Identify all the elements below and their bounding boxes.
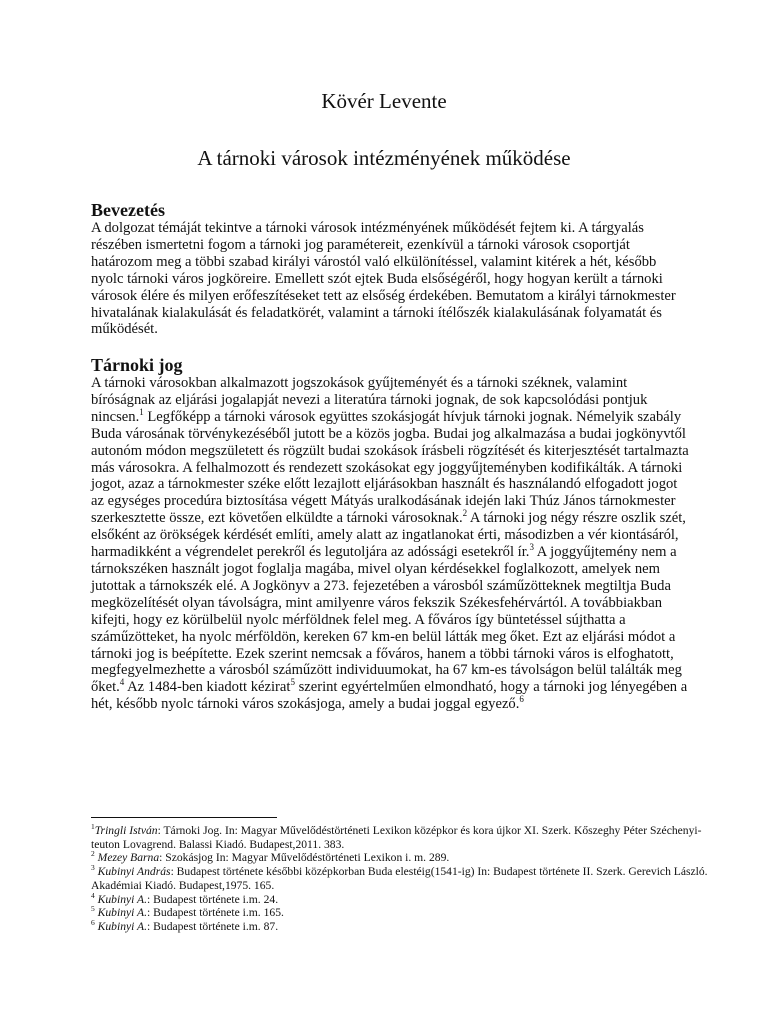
footnote-ref[interactable]: 3: [529, 542, 534, 553]
footnote-ref[interactable]: 1: [139, 406, 144, 417]
text-segment: A joggyűjtemény nem a tárnokszéken használt jogot foglalja magába, mivel olyan kérdésekkel foglalkozott, amelyek nem jutottak a tárnokszék elé. A Jogkönyv a 273. fejezetében a városból száműzötteknek megtiltja Buda megközelítését olyan távolságra, mint amilyenre város fekszik Székesfehérvártól. A továbbiakban kifejti, hogy ez körülbelül nyolc mérföldnek felel meg. A főváros így büntetéssel sújthatta a száműzötteket, ha nyolc mérföldön, kereken 67 km-en belül látták meg őket. Ezt az eljárási módot a tárnoki jog is beépítette. Ezek szerint nemcsak a főváros, hanem a többi tárnoki város is elfoghatott, megfegyelmezhette a városból száműzött individuumokat, ha 67 km-es távolságon belül találták meg őket.: [91, 544, 682, 696]
footnote-text: : Budapest története i.m. 165.: [147, 906, 284, 920]
footnote: [91, 851, 711, 865]
footnote-divider: [91, 817, 277, 818]
section-introduction: [91, 200, 691, 338]
footnote: [91, 920, 711, 934]
footnote-text: : Szokásjog In: Magyar Művelődéstörténeti Lexikon i. m. 289.: [159, 851, 450, 865]
footnote-text: : Budapest története i.m. 87.: [147, 919, 279, 933]
footnote-number: 2: [91, 849, 95, 859]
text-segment: Az 1484-ben kiadott kézirat: [124, 679, 291, 696]
text-segment: Legfőképp a tárnoki városok együttes szokásjogát hívjuk tárnoki jognak. Némelyik szabály Buda városának törvénykezéséből jutott be a közös jogba. Budai jog alkalmazása a budai jogkönyvtől autonóm módon megszületett és rögzült budai szokások írásbeli rögzítését és kiterjesztését tartalmazta más városokra. A felhalmozott és rendezett szokásokat egy joggyűjteményben kodifikálták. A tárnoki jogot, azaz a tárnokmester széke előtt lezajlott eljárásokban használt és használandó elfogadott jogot az egységes procedúra biztosítása végett Mátyás uralkodásának idején laki Thúz János tárnokmester szerkesztette össze, ezt követően elküldte a tárnoki városoknak.: [91, 408, 689, 527]
footnote-author: Kubinyi A.: [97, 919, 148, 933]
footnote-ref[interactable]: 2: [462, 508, 468, 519]
footnote-author: Kubinyi A.: [97, 892, 148, 906]
footnote-number: 6: [91, 918, 95, 928]
footnote: [91, 824, 711, 851]
footnote-author: Kubinyi A.: [97, 906, 148, 920]
footnote-number: 5: [91, 904, 95, 914]
footnote-text: : Budapest története i.m. 24.: [147, 892, 279, 906]
section-heading: Tárnoki jog: [91, 355, 183, 375]
footnote: [91, 865, 711, 892]
text-segment: A tárnoki jog négy részre oszlik szét, elsőként az örökségek kérdését említi, amely alatt az ingatlanokat érti, másodizben a vér kiontásáról, harmadikként a végrendelet perekről és legutoljára az adóssági esetekről ír.: [91, 510, 686, 561]
footnotes: [91, 824, 711, 934]
author-name: Kövér Levente: [321, 89, 447, 113]
text-segment: szerint egyértelműen elmondható, hogy a tárnoki jog lényegében a hét, később nyolc tárnoki város szokásjoga, amely a budai joggal egyező.: [91, 679, 688, 713]
footnote: [91, 890, 711, 907]
footnote-text: : Tárnoki Jog. In: Magyar Művelődéstörténeti Lexikon középkor és kora újkor XI. Szerk. Kőszeghy Péter Széchenyi-teuton Lovagrend. Balassi Kiadó. Budapest,2011. 383.: [91, 824, 702, 851]
text-segment: A tárnoki városokban alkalmazott jogszokások gyűjteményét és a tárnoki széknek, valamint bíróságnak az eljárási jogalapját nevezi a literatúra tárnoki jognak, de sok kapcsolódási pontjuk nincsen.: [91, 375, 648, 425]
footnote-number: 1: [91, 822, 95, 832]
footnote-ref[interactable]: 5: [290, 677, 295, 688]
document-title: A tárnoki városok intézményének működése: [197, 146, 571, 170]
footnote-number: 4: [91, 890, 95, 900]
footnote-ref[interactable]: 6: [519, 694, 524, 705]
footnote-author: Kubinyi András: [97, 865, 171, 879]
section-tarnoki-jog: [91, 355, 691, 713]
footnote-author: Tringli István: [94, 824, 158, 837]
section-paragraph: [91, 375, 691, 713]
section-paragraph: A dolgozat témáját tekintve a tárnoki városok intézményének működését fejtem ki. A tárgyalás részében ismertetni fogom a tárnoki jog paramétereit, ezenkívül a tárnoki városok csoportját határozom meg a többi szabad királyi várostól való elkülönítéssel, valamint kitérek a hét, később nyolc tárnoki város jogköreire. Emellett szót ejtek Buda elsőségéről, hogy hogyan került a tárnoki városok élére és milyen erőfeszítéseket tett az elsőség érdekében. Bemutatom a királyi tárnokmester hivatalának kialakulását és feladatkörét, valamint a tárnoki ítélőszék kialakulásának folyamatát és működését.: [91, 220, 676, 338]
footnote-ref[interactable]: 4: [119, 677, 125, 688]
section-heading: Bevezetés: [91, 200, 165, 220]
footnote-number: 3: [91, 863, 95, 873]
footnote: [91, 906, 711, 920]
footnote-text: : Budapest története későbbi középkorban Buda elestéig(1541-ig) In: Budapest története II. Szerk. Gerevich László. Akadémiai Kiadó. Budapest,1975. 165.: [91, 865, 708, 892]
footnote-author: Mezey Barna: [97, 851, 160, 865]
